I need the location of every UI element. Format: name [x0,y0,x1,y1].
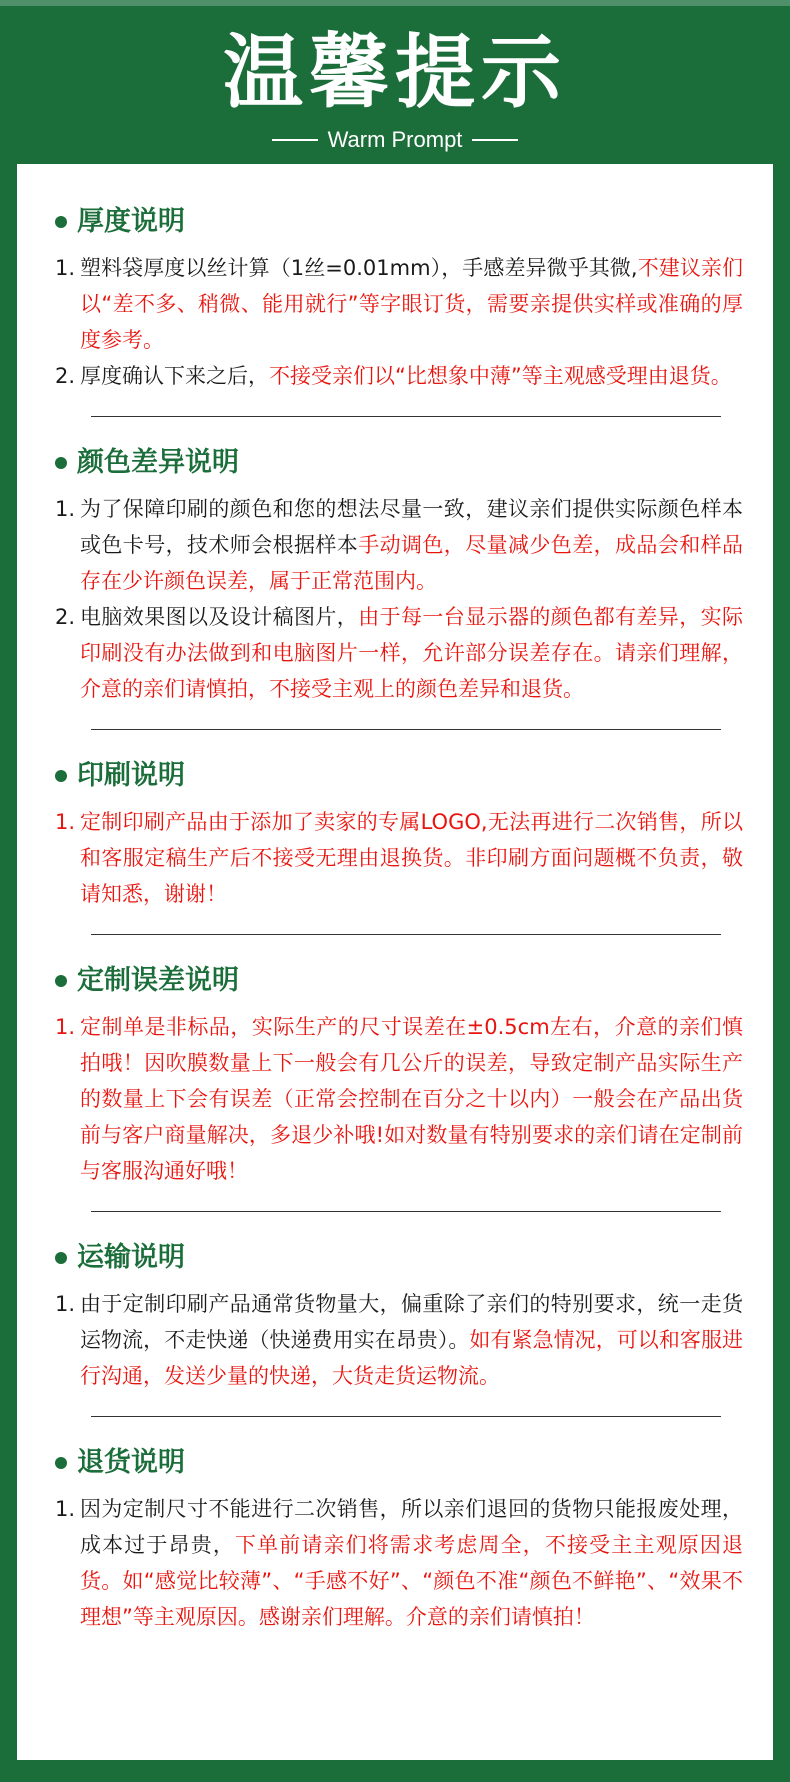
section-divider [91,934,721,935]
item-number: 1. [55,1015,76,1039]
section-printing [55,756,743,912]
list-item [55,1286,743,1394]
item-text [80,358,743,394]
list-item [55,1491,743,1635]
item-text-emphasis: 手动调色，尽量减少色差，成品会和样品存在少许颜色误差，属于正常范围内。 [80,533,744,593]
item-text-emphasis: 不接受亲们以“比想象中薄”等主观感受理由退货。 [269,364,732,388]
section-title: 颜色差异说明 [77,447,239,478]
section-title: 退货说明 [77,1447,185,1478]
section-header [55,202,743,242]
section-divider [91,729,721,730]
item-number: 1. [55,497,76,521]
item-number: 1. [55,810,76,834]
item-text [80,1491,743,1635]
subtitle-line-left [272,139,318,141]
item-number: 2. [55,364,76,388]
header-banner [0,6,790,162]
item-text-normal: 电脑效果图以及设计稿图片， [80,605,359,629]
section-color-difference [55,443,743,707]
section-returns [55,1443,743,1635]
item-text [80,1009,743,1189]
page-title: 温馨提示 [223,26,567,119]
item-text [80,250,743,358]
item-text-normal: 由于定制印刷产品通常货物量大，偏重除了亲们的特别要求，统一走货运物流，不走快递（快递费用实在昂贵）。 [80,1292,743,1352]
list-item [55,491,743,599]
subtitle-row [0,126,790,154]
section-title: 印刷说明 [77,760,185,791]
bullet-dot-icon [55,975,67,987]
section-custom-error [55,961,743,1189]
section-header [55,756,743,796]
section-divider [91,416,721,417]
item-number: 1. [55,1497,76,1521]
list-item [55,250,743,358]
item-text [80,804,743,912]
section-title: 定制误差说明 [77,965,239,996]
list-item [55,1009,743,1189]
list-item [55,358,743,394]
subtitle-line-right [472,139,518,141]
section-header [55,1443,743,1483]
section-shipping [55,1238,743,1394]
item-number: 1. [55,1292,76,1316]
item-text-emphasis: 不建议亲们以“差不多、稍微、能用就行”等字眼订货，需要亲提供实样或准确的厚度参考。 [80,256,743,352]
section-header [55,961,743,1001]
item-text-normal: 厚度确认下来之后， [80,364,269,388]
section-title: 运输说明 [77,1242,185,1273]
bullet-dot-icon [55,770,67,782]
item-text [80,1286,743,1394]
section-thickness [55,202,743,394]
item-text-emphasis: 由于每一台显示器的颜色都有差异，实际印刷没有办法做到和电脑图片一样，允许部分误差存在。请亲们理解，介意的亲们请慎拍，不接受主观上的颜色差异和退货。 [80,605,744,701]
item-number: 1. [55,256,76,280]
item-text-emphasis: 定制印刷产品由于添加了卖家的专属LOGO,无法再进行二次销售，所以和客服定稿生产后不接受无理由退换货。非印刷方面问题概不负责，敬请知悉，谢谢！ [80,810,743,906]
item-text [80,599,743,707]
section-header [55,1238,743,1278]
content-panel [17,164,773,1760]
item-number: 2. [55,605,76,629]
item-text-normal: 因为定制尺寸不能进行二次销售，所以亲们退回的货物只能报废处理，成本过于昂贵， [80,1497,743,1557]
section-header [55,443,743,483]
bullet-dot-icon [55,1457,67,1469]
list-item [55,804,743,912]
item-text [80,491,743,599]
page-subtitle: Warm Prompt [327,127,463,152]
item-text-normal: 为了保障印刷的颜色和您的想法尽量一致，建议亲们提供实际颜色样本或色卡号，技术师会根据样本 [80,497,743,557]
bullet-dot-icon [55,1252,67,1264]
bullet-dot-icon [55,216,67,228]
item-text-emphasis: 如有紧急情况，可以和客服进行沟通，发送少量的快递，大货走货运物流。 [80,1328,744,1388]
item-text-normal: 塑料袋厚度以丝计算（1丝=0.01mm），手感差异微乎其微, [80,256,638,280]
list-item [55,599,743,707]
section-divider [91,1416,721,1417]
section-title: 厚度说明 [77,206,185,237]
item-text-emphasis: 定制单是非标品，实际生产的尺寸误差在±0.5cm左右，介意的亲们慎拍哦！因吹膜数量上下一般会有几公斤的误差，导致定制产品实际生产的数量上下会有误差（正常会控制在百分之十以内）一般会在产品出货前与客户商量解决，多退少补哦!如对数量有特别要求的亲们请在定制前与客服沟通好哦！ [80,1015,743,1183]
item-text-emphasis: 下单前请亲们将需求考虑周全，不接受主主观原因退货。如“感觉比较薄”、“手感不好”、“颜色不准“颜色不鲜艳”、“效果不理想”等主观原因。感谢亲们理解。介意的亲们请慎拍！ [80,1533,744,1629]
section-divider [91,1211,721,1212]
bullet-dot-icon [55,457,67,469]
